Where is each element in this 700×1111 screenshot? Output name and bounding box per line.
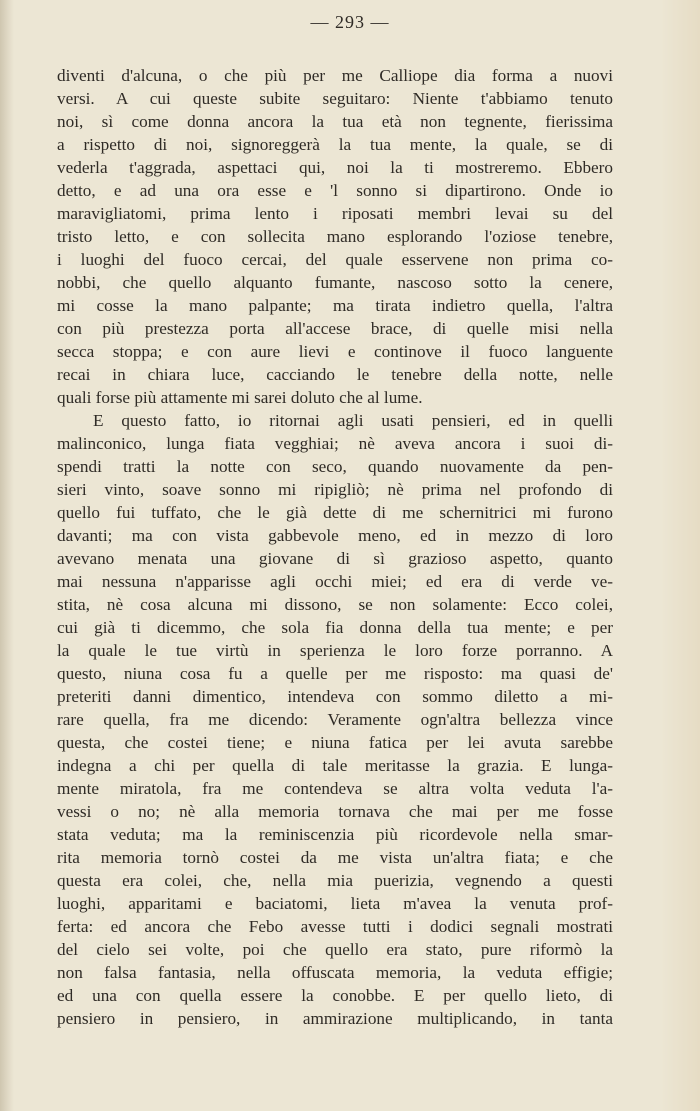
text-line: sieri vinto, soave sonno mi ripigliò; nè prima nel profondo di [57, 480, 613, 499]
text-line: vessi o no; nè alla memoria tornava che mai per me fosse [57, 802, 613, 821]
page-right-shade [660, 0, 700, 1111]
text-line: secca stoppa; e con aure lievi e continove il fuoco languente [57, 342, 613, 361]
text-line: nobbi, che quello alquanto fumante, nascoso sotto la cenere, [57, 273, 613, 292]
page-binding-edge [0, 0, 14, 1111]
text-line: maravigliatomi, prima lento i riposati membri levai su del [57, 204, 613, 223]
text-line: questa era colei, che, nella mia puerizia, vegnendo a questi [57, 871, 613, 890]
text-line: avevano menata una giovane di sì grazioso aspetto, quanto [57, 549, 613, 568]
text-line: detto, e ad una ora esse e 'l sonno si dipartirono. Onde io [57, 181, 613, 200]
text-line: del cielo sei volte, poi che quello era stato, pure riformò la [57, 940, 613, 959]
text-line: a rispetto di noi, signoreggerà la tua mente, la quale, se di [57, 135, 613, 154]
text-line: diventi d'alcuna, o che più per me Calliope dia forma a nuovi [57, 66, 613, 85]
page-number: — 293 — [310, 12, 390, 32]
text-line: ed una con quella essere la conobbe. E per quello lieto, di [57, 986, 613, 1005]
text-line: malinconico, lunga fiata vegghiai; nè aveva ancora i suoi di- [57, 434, 613, 453]
text-line: i luoghi del fuoco cercai, del quale esservene non prima co- [57, 250, 613, 269]
text-line: mi cosse la mano palpante; ma tirata indietro quella, l'altra [57, 296, 613, 315]
text-line: noi, sì come donna ancora la tua età non tegnente, fierissima [57, 112, 613, 131]
text-line: cui già ti dicemmo, che sola fia donna della tua mente; e per [57, 618, 613, 637]
text-line: mai nessuna n'apparisse agli occhi miei; ed era di verde ve- [57, 572, 613, 591]
text-line: vederla t'aggrada, aspettaci qui, noi la ti mostreremo. Ebbero [57, 158, 613, 177]
text-line: tristo letto, e con sollecita mano esplorando l'oziose tenebre, [57, 227, 613, 246]
text-line: la quale le tue virtù in sperienza le loro forze porranno. A [57, 641, 613, 660]
text-line: questo, niuna cosa fu a quelle per me risposto: ma quasi de' [57, 664, 613, 683]
text-line: stita, nè cosa alcuna mi dissono, se non solamente: Ecco colei, [57, 595, 613, 614]
text-line: E questo fatto, io ritornai agli usati pensieri, ed in quelli [93, 411, 613, 430]
text-line: luoghi, apparitami e baciatomi, lieta m'avea la venuta prof- [57, 894, 613, 913]
text-line: pensiero in pensiero, in ammirazione multiplicando, in tanta [57, 1009, 613, 1028]
text-line: non falsa fantasia, nella offuscata memoria, la veduta effigie; [57, 963, 613, 982]
text-line: spendi tratti la notte con seco, quando nuovamente da pen- [57, 457, 613, 476]
text-line: quali forse più attamente mi sarei doluto che al lume. [57, 388, 423, 407]
text-line: rare quella, fra me dicendo: Veramente ogn'altra bellezza vince [57, 710, 613, 729]
text-line: recai in chiara luce, cacciando le tenebre della notte, nelle [57, 365, 613, 384]
text-line: preteriti danni dimentico, intendeva con sommo diletto a mi- [57, 687, 613, 706]
text-line: con più prestezza porta all'accese brace, di quelle misi nella [57, 319, 613, 338]
text-line: versi. A cui queste subite seguitaro: Niente t'abbiamo tenuto [57, 89, 613, 108]
page-body-text [57, 64, 613, 1030]
text-line: davanti; ma con vista gabbevole meno, ed in mezzo di loro [57, 526, 613, 545]
text-line: ferta: ed ancora che Febo avesse tutti i dodici segnali mostrati [57, 917, 613, 936]
text-line: rita memoria tornò costei da me vista un'altra fiata; e che [57, 848, 613, 867]
text-line: stata veduta; ma la reminiscenzia più ricordevole nella smar- [57, 825, 613, 844]
text-line: indegna a chi per quella di tale meritasse la grazia. E lunga- [57, 756, 613, 775]
text-line: questa, che costei tiene; e niuna fatica per lei avuta sarebbe [57, 733, 613, 752]
text-line: quello fui tuffato, che le già dette di me schernitrici mi furono [57, 503, 613, 522]
text-line: mente miratola, fra me contendeva se altra volta veduta l'a- [57, 779, 613, 798]
